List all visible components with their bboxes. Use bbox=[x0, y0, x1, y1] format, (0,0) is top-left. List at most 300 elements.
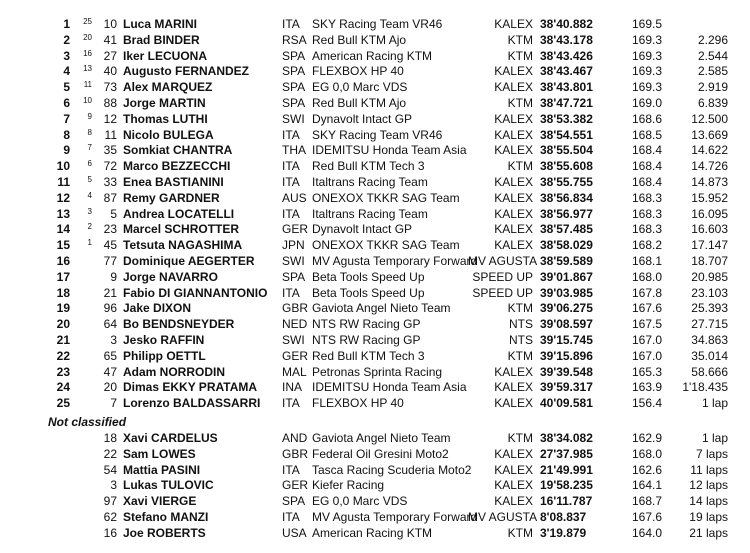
cell-name: Philipp OETTL bbox=[123, 348, 206, 363]
cell-num: 10 bbox=[103, 17, 117, 31]
cell-speed: 167.8 bbox=[631, 285, 662, 300]
cell-speed: 168.0 bbox=[631, 269, 662, 284]
cell-bike: KTM bbox=[507, 48, 533, 63]
cell-team: Gaviota Angel Nieto Team bbox=[312, 431, 451, 445]
cell-gap: 1'18.435 bbox=[682, 380, 728, 395]
cell-speed: 167.6 bbox=[631, 510, 662, 524]
cell-gap: 11 laps bbox=[690, 462, 728, 477]
cell-grid: 7 bbox=[87, 143, 92, 153]
cell-nat: INA bbox=[282, 380, 303, 395]
cell-grid: 13 bbox=[83, 64, 92, 74]
cell-bike: NTS bbox=[509, 333, 533, 347]
cell-nat: USA bbox=[282, 525, 307, 540]
cell-speed: 169.3 bbox=[631, 32, 662, 47]
cell-gap: 20.985 bbox=[691, 269, 728, 284]
cell-num: 62 bbox=[103, 510, 117, 524]
cell-pos: 21 bbox=[56, 333, 70, 347]
cell-name: Marco BEZZECCHI bbox=[123, 159, 231, 174]
result-row bbox=[0, 462, 750, 478]
cell-name: Lukas TULOVIC bbox=[123, 478, 214, 493]
cell-nat: ITA bbox=[282, 510, 300, 524]
cell-grid: 16 bbox=[83, 48, 92, 58]
cell-gap: 2.296 bbox=[697, 32, 728, 47]
cell-pos: 13 bbox=[56, 206, 70, 221]
cell-team: Kiefer Racing bbox=[312, 478, 385, 493]
cell-speed: 169.3 bbox=[631, 48, 662, 63]
cell-gap: 2.919 bbox=[697, 80, 728, 95]
cell-nat: THA bbox=[282, 143, 306, 158]
cell-name: Sam LOWES bbox=[123, 446, 196, 461]
cell-gap: 16.603 bbox=[691, 222, 728, 237]
cell-nat: ITA bbox=[282, 127, 300, 142]
cell-pos: 11 bbox=[57, 175, 70, 189]
cell-bike: KALEX bbox=[494, 494, 533, 509]
cell-time: 39'15.745 bbox=[540, 333, 593, 347]
result-row bbox=[0, 379, 750, 395]
result-row bbox=[0, 174, 750, 190]
cell-time: 40'09.581 bbox=[540, 396, 593, 411]
cell-team: ONEXOX TKKR SAG Team bbox=[312, 238, 460, 253]
cell-pos: 12 bbox=[56, 190, 70, 205]
cell-bike: KALEX bbox=[494, 175, 533, 189]
cell-gap: 1 lap bbox=[701, 396, 728, 411]
cell-speed: 167.6 bbox=[631, 301, 662, 316]
cell-team: Petronas Sprinta Racing bbox=[312, 364, 443, 379]
result-row bbox=[0, 32, 750, 48]
cell-bike: KTM bbox=[507, 348, 533, 363]
cell-time: 39'15.896 bbox=[540, 348, 593, 363]
cell-nat: SWI bbox=[282, 333, 305, 347]
cell-nat: SPA bbox=[282, 96, 306, 110]
cell-num: 23 bbox=[103, 222, 117, 237]
cell-nat: ITA bbox=[282, 462, 300, 477]
cell-team: Tasca Racing Scuderia Moto2 bbox=[312, 462, 472, 477]
cell-gap: 35.014 bbox=[691, 348, 728, 363]
cell-name: Andrea LOCATELLI bbox=[123, 206, 235, 221]
cell-team: American Racing KTM bbox=[312, 48, 433, 63]
cell-speed: 167.0 bbox=[631, 333, 662, 347]
result-row bbox=[0, 253, 750, 269]
cell-time: 38'55.755 bbox=[540, 175, 593, 189]
cell-nat: ITA bbox=[282, 285, 300, 300]
cell-name: Lorenzo BALDASSARRI bbox=[123, 396, 261, 411]
cell-team: Red Bull KTM Tech 3 bbox=[312, 348, 425, 363]
cell-gap: 25.393 bbox=[691, 301, 728, 316]
cell-time: 39'01.867 bbox=[540, 269, 593, 284]
cell-num: 11 bbox=[104, 127, 117, 142]
cell-speed: 165.3 bbox=[631, 364, 662, 379]
cell-pos: 18 bbox=[56, 285, 70, 300]
cell-bike: KALEX bbox=[494, 80, 533, 95]
cell-name: Mattia PASINI bbox=[123, 462, 201, 477]
cell-speed: 169.3 bbox=[631, 64, 662, 79]
cell-pos: 24 bbox=[56, 380, 70, 395]
cell-time: 39'06.275 bbox=[540, 301, 593, 316]
cell-nat: ITA bbox=[282, 206, 300, 221]
cell-bike: KTM bbox=[507, 32, 533, 47]
cell-grid: 10 bbox=[83, 96, 92, 105]
cell-num: 35 bbox=[103, 143, 117, 158]
cell-num: 77 bbox=[103, 254, 117, 268]
cell-team: IDEMITSU Honda Team Asia bbox=[312, 380, 467, 395]
cell-pos: 8 bbox=[63, 127, 70, 142]
cell-gap: 14.726 bbox=[691, 159, 728, 174]
cell-time: 38'47.721 bbox=[540, 96, 593, 110]
cell-num: 33 bbox=[103, 175, 117, 189]
cell-team: Red Bull KTM Ajo bbox=[312, 96, 407, 110]
cell-time: 38'59.589 bbox=[540, 254, 593, 268]
cell-gap: 17.147 bbox=[691, 238, 728, 253]
cell-nat: GER bbox=[282, 348, 309, 363]
cell-num: 20 bbox=[103, 380, 117, 395]
cell-time: 27'37.985 bbox=[540, 446, 593, 461]
cell-grid: 6 bbox=[87, 159, 92, 169]
cell-nat: ITA bbox=[282, 17, 300, 31]
cell-bike: KALEX bbox=[494, 446, 533, 461]
cell-grid: 8 bbox=[87, 127, 92, 137]
cell-pos: 2 bbox=[63, 32, 70, 47]
cell-team: IDEMITSU Honda Team Asia bbox=[312, 143, 467, 158]
cell-grid: 11 bbox=[83, 80, 92, 90]
cell-num: 64 bbox=[103, 317, 117, 332]
cell-gap: 12 laps bbox=[689, 478, 728, 493]
cell-speed: 168.4 bbox=[631, 175, 662, 189]
cell-time: 38'43.426 bbox=[540, 48, 593, 63]
cell-speed: 168.1 bbox=[631, 254, 662, 268]
cell-team: American Racing KTM bbox=[312, 525, 433, 540]
cell-grid: 2 bbox=[87, 222, 92, 232]
cell-name: Bo BENDSNEYDER bbox=[123, 317, 235, 332]
cell-pos: 10 bbox=[56, 159, 70, 174]
cell-name: Dominique AEGERTER bbox=[123, 254, 255, 268]
cell-team: MV Agusta Temporary Forward bbox=[312, 510, 478, 524]
cell-team: FLEXBOX HP 40 bbox=[312, 64, 404, 79]
cell-nat: JPN bbox=[282, 238, 305, 253]
cell-gap: 34.863 bbox=[691, 333, 728, 347]
cell-num: 9 bbox=[110, 269, 117, 284]
cell-speed: 168.2 bbox=[631, 238, 662, 253]
cell-num: 22 bbox=[103, 446, 117, 461]
cell-nat: ITA bbox=[282, 175, 300, 189]
cell-team: NTS RW Racing GP bbox=[312, 317, 421, 332]
cell-bike: KALEX bbox=[494, 17, 533, 31]
cell-time: 8'08.837 bbox=[540, 510, 587, 524]
cell-bike: NTS bbox=[509, 317, 533, 332]
cell-num: 40 bbox=[103, 64, 117, 79]
cell-num: 3 bbox=[110, 478, 117, 493]
cell-num: 18 bbox=[103, 431, 117, 445]
cell-name: Fabio DI GIANNANTONIO bbox=[123, 285, 268, 300]
cell-time: 39'03.985 bbox=[540, 285, 593, 300]
cell-team: SKY Racing Team VR46 bbox=[312, 127, 443, 142]
cell-nat: AND bbox=[282, 431, 308, 445]
cell-bike: KALEX bbox=[494, 380, 533, 395]
cell-speed: 164.0 bbox=[631, 525, 662, 540]
cell-name: Stefano MANZI bbox=[123, 510, 209, 524]
cell-gap: 14.873 bbox=[691, 175, 728, 189]
cell-gap: 2.585 bbox=[697, 64, 728, 79]
cell-bike: KALEX bbox=[494, 64, 533, 79]
cell-pos: 16 bbox=[56, 254, 70, 268]
cell-pos: 19 bbox=[56, 301, 70, 316]
result-row bbox=[0, 364, 750, 380]
cell-time: 39'08.597 bbox=[540, 317, 593, 332]
cell-bike: KALEX bbox=[494, 238, 533, 253]
cell-nat: RSA bbox=[282, 32, 307, 47]
result-row bbox=[0, 142, 750, 158]
cell-time: 3'19.879 bbox=[540, 525, 587, 540]
cell-nat: SPA bbox=[282, 64, 306, 79]
cell-gap: 7 laps bbox=[695, 446, 728, 461]
cell-name: Iker LECUONA bbox=[123, 48, 208, 63]
result-row bbox=[0, 332, 750, 348]
result-row bbox=[0, 509, 750, 525]
cell-name: Dimas EKKY PRATAMA bbox=[123, 380, 258, 395]
cell-name: Luca MARINI bbox=[123, 17, 198, 31]
cell-team: Dynavolt Intact GP bbox=[312, 111, 413, 126]
result-row bbox=[0, 348, 750, 364]
cell-num: 73 bbox=[103, 80, 117, 95]
cell-nat: SPA bbox=[282, 48, 306, 63]
cell-name: Brad BINDER bbox=[123, 32, 200, 47]
cell-num: 54 bbox=[103, 462, 117, 477]
result-row bbox=[0, 493, 750, 509]
result-row bbox=[0, 16, 750, 32]
result-row bbox=[0, 269, 750, 285]
cell-num: 87 bbox=[103, 190, 117, 205]
cell-num: 88 bbox=[103, 96, 117, 110]
result-row bbox=[0, 525, 750, 541]
result-row bbox=[0, 95, 750, 111]
cell-bike: KALEX bbox=[494, 190, 533, 205]
cell-pos: 14 bbox=[56, 222, 70, 237]
cell-pos: 3 bbox=[63, 48, 70, 63]
cell-nat: SPA bbox=[282, 269, 306, 284]
cell-speed: 156.4 bbox=[631, 396, 662, 411]
cell-speed: 162.9 bbox=[631, 431, 662, 445]
cell-team: Federal Oil Gresini Moto2 bbox=[312, 446, 449, 461]
cell-gap: 6.839 bbox=[697, 96, 728, 110]
cell-team: Italtrans Racing Team bbox=[312, 206, 428, 221]
cell-nat: SPA bbox=[282, 80, 306, 95]
cell-time: 38'57.485 bbox=[540, 222, 593, 237]
cell-pos: 23 bbox=[56, 364, 70, 379]
cell-pos: 1 bbox=[63, 17, 70, 31]
cell-speed: 164.1 bbox=[631, 478, 662, 493]
cell-num: 16 bbox=[103, 525, 117, 540]
cell-bike: KALEX bbox=[494, 143, 533, 158]
cell-time: 39'39.548 bbox=[540, 364, 593, 379]
cell-team: Red Bull KTM Tech 3 bbox=[312, 159, 425, 174]
result-row bbox=[0, 111, 750, 127]
cell-team: Dynavolt Intact GP bbox=[312, 222, 413, 237]
cell-speed: 168.7 bbox=[631, 494, 662, 509]
cell-grid: 1 bbox=[87, 238, 92, 248]
cell-speed: 169.5 bbox=[631, 17, 662, 31]
cell-pos: 5 bbox=[63, 80, 70, 95]
cell-name: Jesko RAFFIN bbox=[123, 333, 205, 347]
cell-num: 7 bbox=[110, 396, 117, 411]
cell-gap: 19 laps bbox=[689, 510, 728, 524]
cell-name: Somkiat CHANTRA bbox=[123, 143, 233, 158]
cell-speed: 168.3 bbox=[631, 190, 662, 205]
cell-num: 3 bbox=[110, 333, 117, 347]
cell-num: 21 bbox=[103, 285, 117, 300]
cell-nat: SWI bbox=[282, 111, 305, 126]
cell-grid: 5 bbox=[87, 175, 92, 184]
cell-name: Jake DIXON bbox=[123, 301, 192, 316]
cell-gap: 27.715 bbox=[691, 317, 728, 332]
result-row bbox=[0, 206, 750, 222]
cell-speed: 169.0 bbox=[631, 96, 662, 110]
cell-grid: 25 bbox=[83, 17, 92, 26]
cell-time: 38'56.977 bbox=[540, 206, 593, 221]
result-row bbox=[0, 316, 750, 332]
cell-name: Remy GARDNER bbox=[123, 190, 220, 205]
cell-bike: KALEX bbox=[494, 206, 533, 221]
cell-name: Tetsuta NAGASHIMA bbox=[123, 238, 243, 253]
cell-team: EG 0,0 Marc VDS bbox=[312, 494, 408, 509]
cell-nat: ITA bbox=[282, 396, 300, 411]
cell-bike: KALEX bbox=[494, 478, 533, 493]
cell-pos: 7 bbox=[63, 111, 70, 126]
result-row bbox=[0, 48, 750, 64]
cell-speed: 168.3 bbox=[631, 206, 662, 221]
cell-time: 38'43.178 bbox=[540, 32, 593, 47]
cell-bike: KTM bbox=[507, 525, 533, 540]
cell-gap: 1 lap bbox=[701, 431, 728, 445]
cell-speed: 167.0 bbox=[631, 348, 662, 363]
cell-pos: 25 bbox=[56, 396, 70, 411]
result-row bbox=[0, 446, 750, 462]
cell-name: Augusto FERNANDEZ bbox=[123, 64, 249, 79]
cell-time: 21'49.991 bbox=[540, 462, 593, 477]
cell-nat: NED bbox=[282, 317, 308, 332]
cell-pos: 4 bbox=[63, 64, 70, 79]
cell-time: 38'43.801 bbox=[540, 80, 593, 95]
result-row bbox=[0, 477, 750, 493]
result-row bbox=[0, 127, 750, 143]
cell-gap: 12.500 bbox=[691, 111, 728, 126]
cell-gap: 13.669 bbox=[691, 127, 728, 142]
cell-pos: 17 bbox=[56, 269, 70, 284]
result-row bbox=[0, 63, 750, 79]
cell-gap: 58.666 bbox=[691, 364, 728, 379]
cell-name: Thomas LUTHI bbox=[123, 111, 208, 126]
cell-bike: KTM bbox=[507, 159, 533, 174]
cell-nat: GBR bbox=[282, 301, 309, 316]
result-row bbox=[0, 395, 750, 411]
cell-nat: AUS bbox=[282, 190, 307, 205]
cell-time: 38'40.882 bbox=[540, 17, 593, 31]
cell-nat: GER bbox=[282, 478, 309, 493]
cell-gap: 2.544 bbox=[697, 48, 728, 63]
result-row bbox=[0, 221, 750, 237]
cell-grid: 9 bbox=[87, 111, 92, 121]
cell-bike: KALEX bbox=[494, 111, 533, 126]
cell-speed: 168.3 bbox=[631, 222, 662, 237]
cell-nat: MAL bbox=[282, 364, 307, 379]
result-row bbox=[0, 285, 750, 301]
cell-name: Jorge MARTIN bbox=[123, 96, 206, 110]
cell-team: ONEXOX TKKR SAG Team bbox=[312, 190, 460, 205]
cell-team: SKY Racing Team VR46 bbox=[312, 17, 443, 31]
cell-nat: GBR bbox=[282, 446, 309, 461]
cell-gap: 21 laps bbox=[689, 525, 728, 540]
cell-speed: 162.6 bbox=[631, 462, 662, 477]
cell-team: Italtrans Racing Team bbox=[312, 175, 428, 189]
cell-name: Enea BASTIANINI bbox=[123, 175, 224, 189]
cell-name: Marcel SCHROTTER bbox=[123, 222, 240, 237]
cell-speed: 168.6 bbox=[631, 111, 662, 126]
cell-time: 38'34.082 bbox=[540, 431, 593, 445]
cell-time: 38'58.029 bbox=[540, 238, 593, 253]
cell-gap: 14 laps bbox=[689, 494, 728, 509]
cell-bike: KTM bbox=[507, 96, 533, 110]
cell-gap: 23.103 bbox=[691, 285, 728, 300]
cell-name: Adam NORRODIN bbox=[123, 364, 226, 379]
cell-num: 5 bbox=[110, 206, 117, 221]
cell-num: 27 bbox=[103, 48, 117, 63]
cell-time: 19'58.235 bbox=[540, 478, 593, 493]
cell-speed: 168.4 bbox=[631, 159, 662, 174]
cell-time: 16'11.787 bbox=[540, 494, 593, 509]
cell-num: 65 bbox=[103, 348, 117, 363]
cell-num: 72 bbox=[103, 159, 117, 174]
cell-num: 45 bbox=[103, 238, 117, 253]
cell-bike: KALEX bbox=[494, 396, 533, 411]
cell-gap: 16.095 bbox=[691, 206, 728, 221]
cell-team: EG 0,0 Marc VDS bbox=[312, 80, 408, 95]
cell-grid: 4 bbox=[87, 190, 92, 200]
cell-gap: 18.707 bbox=[691, 254, 728, 268]
cell-num: 41 bbox=[103, 32, 117, 47]
cell-bike: KALEX bbox=[494, 127, 533, 142]
cell-speed: 168.4 bbox=[631, 143, 662, 158]
result-row bbox=[0, 79, 750, 95]
cell-speed: 168.5 bbox=[631, 127, 662, 142]
cell-bike: KALEX bbox=[494, 364, 533, 379]
cell-bike: MV AGUSTA bbox=[468, 510, 538, 524]
result-row bbox=[0, 190, 750, 206]
cell-name: Joe ROBERTS bbox=[123, 525, 206, 540]
cell-pos: 6 bbox=[63, 96, 70, 110]
cell-name: Jorge NAVARRO bbox=[123, 269, 218, 284]
cell-bike: KTM bbox=[507, 431, 533, 445]
cell-num: 47 bbox=[103, 364, 117, 379]
cell-speed: 169.3 bbox=[631, 80, 662, 95]
result-row bbox=[0, 430, 750, 446]
cell-gap: 14.622 bbox=[691, 143, 728, 158]
result-row bbox=[0, 158, 750, 174]
result-row bbox=[0, 300, 750, 316]
cell-grid: 20 bbox=[83, 32, 92, 42]
cell-team: Red Bull KTM Ajo bbox=[312, 32, 407, 47]
cell-time: 38'43.467 bbox=[540, 64, 593, 79]
cell-pos: 15 bbox=[56, 238, 70, 253]
cell-bike: SPEED UP bbox=[472, 269, 533, 284]
not-classified-heading: Not classified bbox=[48, 415, 127, 429]
cell-time: 38'55.608 bbox=[540, 159, 593, 174]
cell-nat: SPA bbox=[282, 494, 306, 509]
cell-team: Beta Tools Speed Up bbox=[312, 269, 425, 284]
cell-bike: KALEX bbox=[494, 222, 533, 237]
cell-bike: KALEX bbox=[494, 462, 533, 477]
cell-speed: 163.9 bbox=[631, 380, 662, 395]
cell-time: 38'54.551 bbox=[540, 127, 593, 142]
cell-bike: SPEED UP bbox=[472, 285, 533, 300]
cell-nat: SWI bbox=[282, 254, 305, 268]
